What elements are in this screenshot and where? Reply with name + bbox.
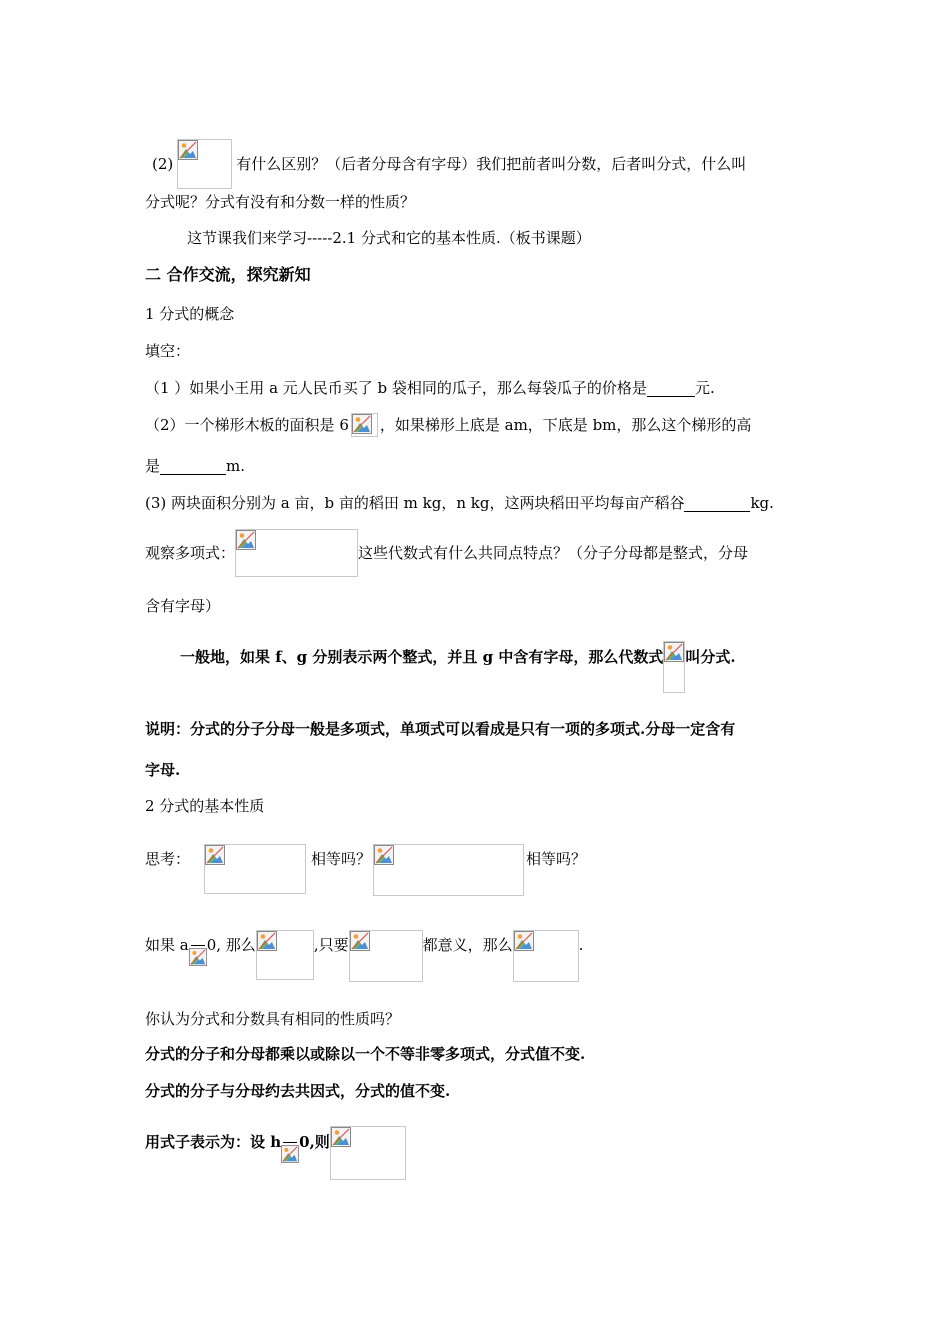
paragraph-line: 这节课我们来学习-----2.1 分式和它的基本性质.（板书课题） <box>187 229 591 247</box>
paragraph-line: 你认为分式和分数具有相同的性质吗？ <box>145 1010 401 1028</box>
definition: 一般地，如果 f、g 分别表示两个整式，并且 g 中含有字母，那么代数式 叫分式. <box>180 641 736 693</box>
paragraph-line: (2) 有什么区别？（后者分母含有字母）我们把前者叫分数，后者叫分式，什么叫 <box>152 139 746 189</box>
broken-image-icon <box>350 931 370 951</box>
think-line: 思考： 相等吗？ 相等吗？ <box>145 844 586 895</box>
formula-image <box>256 930 314 980</box>
broken-image-icon <box>205 845 225 865</box>
formula-image <box>349 930 423 982</box>
question-2: （2）一个梯形木板的面积是 6 ，如果梯形上底是 am，下底是 bm，那么这个梯形的高 <box>145 413 751 437</box>
broken-image-icon <box>257 931 277 951</box>
item-label: (2) <box>152 155 174 173</box>
answer-blank <box>647 380 695 397</box>
neq-symbol <box>281 1126 299 1166</box>
answer-blank <box>160 458 226 475</box>
paragraph-line: 填空： <box>145 342 191 360</box>
formula-image <box>177 139 232 189</box>
formula-image <box>513 930 579 982</box>
broken-image-icon <box>236 530 256 550</box>
neq-symbol <box>189 930 207 970</box>
broken-image-icon <box>189 948 207 966</box>
formula-image <box>663 641 685 693</box>
expression-line: 用式子表示为：设 h 0,则 <box>145 1126 406 1180</box>
broken-image-icon <box>331 1127 351 1147</box>
subsection-title: 1 分式的概念 <box>145 305 235 323</box>
question-2-cont: 是 m. <box>145 457 246 475</box>
broken-image-icon <box>352 414 372 434</box>
formula-image <box>204 844 306 894</box>
note: 说明：分式的分子分母一般是多项式，单项式可以看成是只有一项的多项式.分母一定含有 <box>145 720 736 738</box>
formula-image <box>235 529 358 577</box>
broken-image-icon <box>178 140 198 160</box>
question-3: (3) 两块面积分别为 a 亩，b 亩的稻田 m kg，n kg，这两块稻田平均每亩产稻谷 kg. <box>145 494 774 512</box>
note-cont: 字母. <box>145 761 181 779</box>
paragraph-line: 分式呢？分式有没有和分数一样的性质？ <box>145 193 416 211</box>
section-heading: 二 合作交流，探究新知 <box>145 265 311 284</box>
property-1: 分式的分子和分母都乘以或除以一个不等非零多项式，分式值不变. <box>145 1045 586 1063</box>
if-line: 如果 a 0, 那么 ,只要 都意义，那么 . <box>145 930 583 982</box>
formula-image <box>373 844 524 896</box>
broken-image-icon <box>374 845 394 865</box>
broken-image-icon <box>514 931 534 951</box>
answer-blank <box>684 495 750 512</box>
paragraph-line: 含有字母） <box>145 597 221 615</box>
formula-image <box>351 413 378 437</box>
property-2: 分式的分子与分母约去共因式，分式的值不变. <box>145 1082 451 1100</box>
question-1: （1 ）如果小王用 a 元人民币买了 b 袋相同的瓜子，那么每袋瓜子的价格是 元. <box>145 379 715 397</box>
observe-line: 观察多项式： 这些代数式有什么共同点特点？（分子分母都是整式，分母 <box>145 529 748 577</box>
subsection-title: 2 分式的基本性质 <box>145 797 265 815</box>
formula-image <box>330 1126 406 1180</box>
broken-image-icon <box>664 642 684 662</box>
broken-image-icon <box>281 1145 299 1163</box>
